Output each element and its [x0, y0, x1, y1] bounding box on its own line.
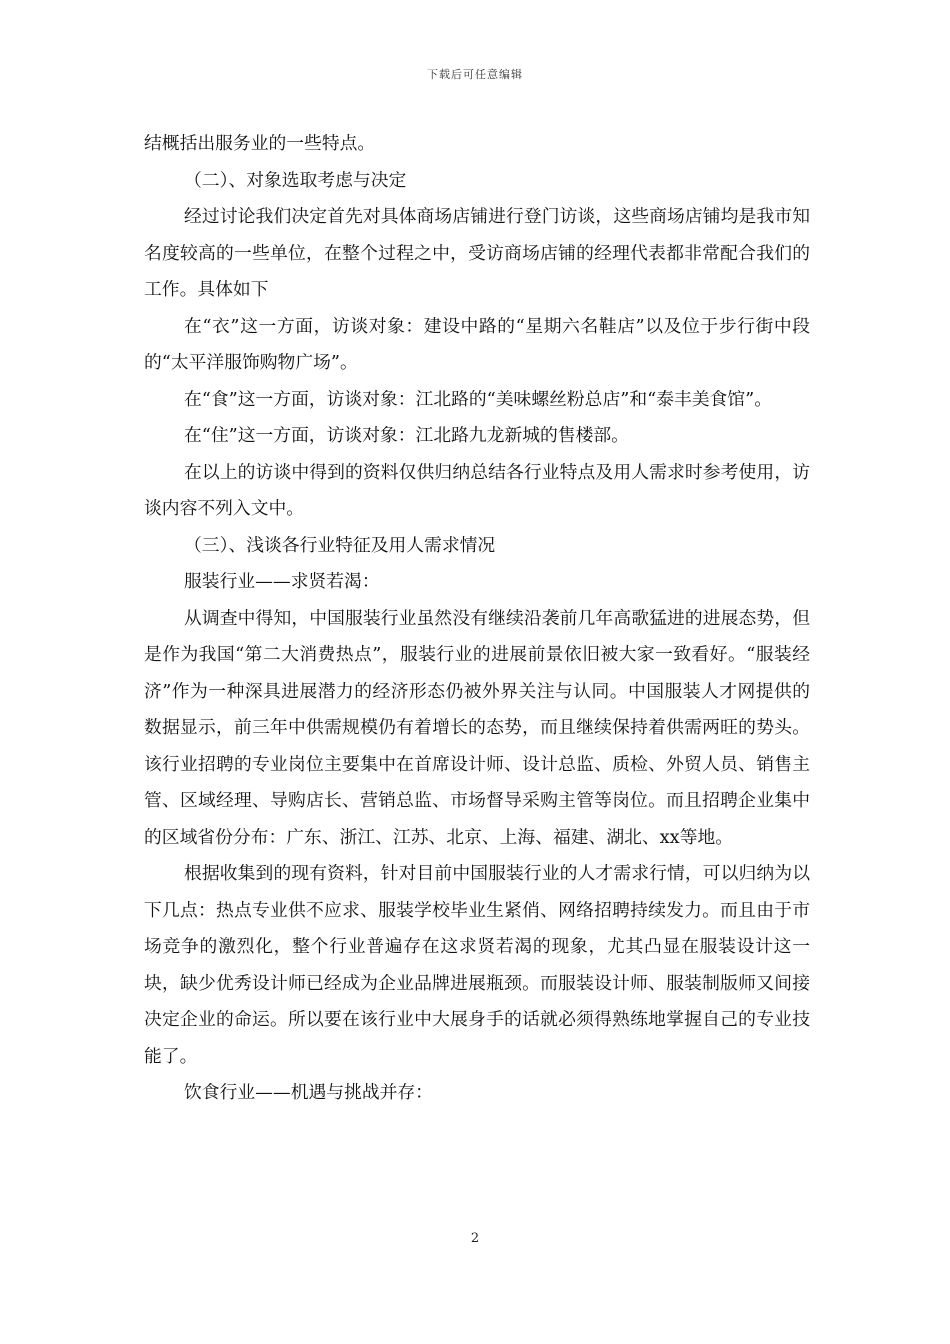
- page-header: 下载后可任意编辑: [427, 68, 523, 81]
- paragraph: 根据收集到的现有资料，针对目前中国服装行业的人才需求行情，可以归纳为以下几点：热点专业供不应求、服装学校毕业生紧俏、网络招聘持续发力。而且由于市场竞争的激烈化，整个行业普遍存在这求贤若渴的现象，尤其凸显在服装设计这一块，缺少优秀设计师已经成为企业品牌进展瓶颈。而服装设计师、服装制版师又间接决定企业的命运。所以要在该行业中大展身手的话就必须得熟练地掌握自己的专业技能了。: [144, 863, 810, 1067]
- paragraph: 在以上的访谈中得到的资料仅供归纳总结各行业特点及用人需求时参考使用，访谈内容不列入文中。: [144, 461, 810, 519]
- paragraph: 在“食”这一方面，访谈对象：江北路的“美味螺丝粉总店”和“泰丰美食馆”。: [184, 388, 772, 410]
- page-number: 2: [470, 1231, 480, 1246]
- paragraph: 经过讨论我们决定首先对具体商场店铺进行登门访谈，这些商场店铺均是我市知名度较高的一些单位，在整个过程之中，受访商场店铺的经理代表都非常配合我们的工作。具体如下: [144, 206, 810, 300]
- paragraph: 结概括出服务业的一些特点。: [144, 133, 376, 154]
- paragraph: 从调查中得知，中国服装行业虽然没有继续沿袭前几年高歌猛进的进展态势，但是作为我国“第二大消费热点”，服装行业的进展前景依旧被大家一致看好。“服装经济”作为一种深具进展潜力的经济形态仍被外界关注与认同。中国服装人才网提供的数据显示，前三年中供需规模仍有着增长的态势，而且继续保持着供需两旺的势头。该行业招聘的专业岗位主要集中在首席设计师、设计总监、质检、外贸人员、销售主管、区域经理、导购店长、营销总监、市场督导采购主管等岗位。而且招聘企业集中的区域省份分布：广东、浙江、江苏、北京、上海、福建、湖北、xx等地。: [144, 607, 810, 848]
- subsection-heading: 服装行业——求贤若渴：: [184, 571, 380, 592]
- document-body: [144, 126, 810, 1112]
- subsection-heading: 饮食行业——机遇与挑战并存：: [184, 1082, 433, 1103]
- section-heading: （三）、浅谈各行业特征及用人需求情况: [184, 534, 496, 556]
- paragraph: 在“住”这一方面，访谈对象：江北路九龙新城的售楼部。: [184, 425, 629, 446]
- paragraph: 在“衣”这一方面，访谈对象：建设中路的“星期六名鞋店”以及位于步行街中段的“太平洋服饰购物广场”。: [144, 315, 810, 373]
- section-heading: （二）、对象选取考虑与决定: [184, 169, 407, 191]
